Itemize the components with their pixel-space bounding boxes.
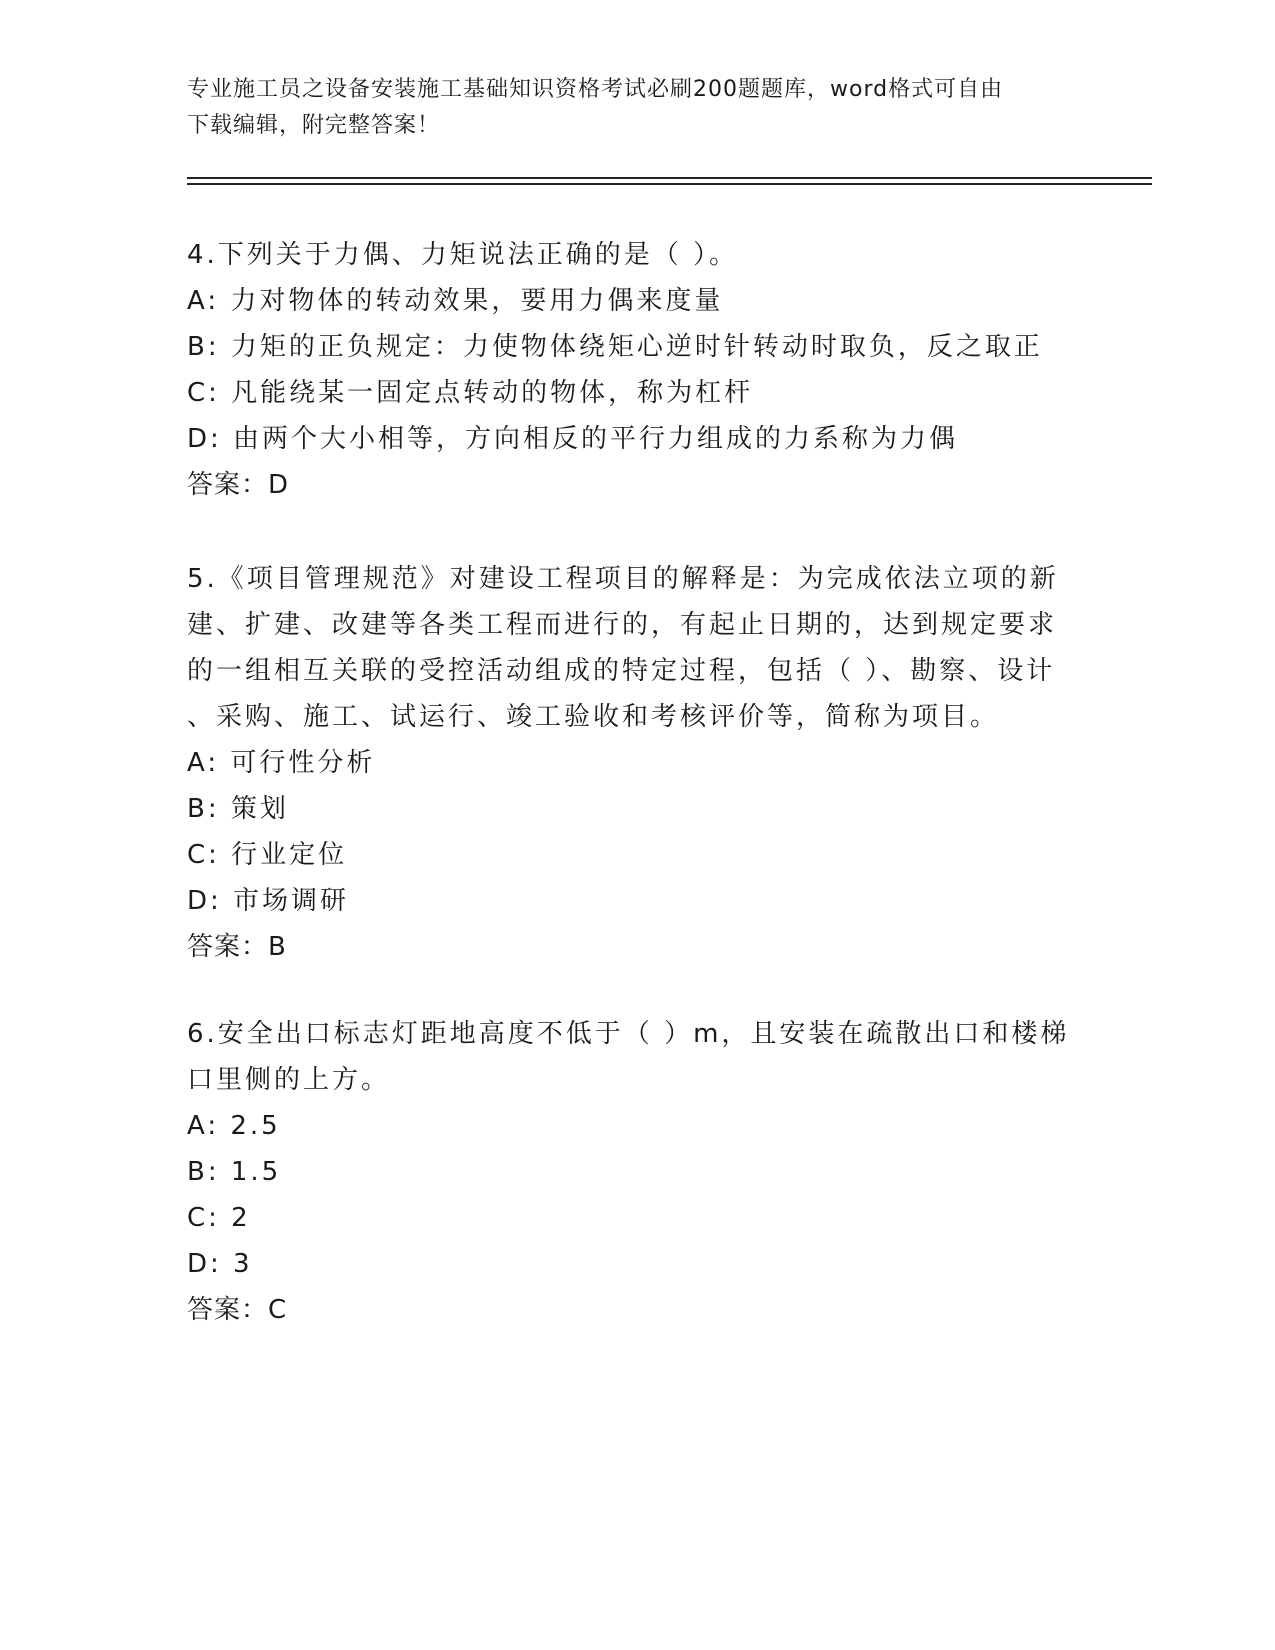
option-b: B: 1.5 [187,1157,282,1187]
answer: 答案：B [187,932,287,962]
header-line-2: 下载编辑，附完整答案！ [187,113,441,138]
option-c: C: 2 [187,1203,251,1233]
option-d: D: 由两个大小相等，方向相反的平行力组成的力系称为力偶 [187,424,959,454]
question-block [187,232,1087,508]
document-header [187,72,1087,144]
option-a: A: 力对物体的转动效果，要用力偶来度量 [187,286,724,316]
question-stem-line: 口里侧的上方。 [187,1065,391,1095]
question-block [187,1011,1087,1333]
question-stem-line: 6.安全出口标志灯距地高度不低于（ ）m，且安装在疏散出口和楼梯 [187,1019,1070,1049]
option-c: C: 行业定位 [187,840,348,870]
answer: 答案：C [187,1295,288,1325]
question-stem-line: 、采购、施工、试运行、竣工验收和考核评价等，简称为项目。 [187,702,1000,732]
option-a: A: 可行性分析 [187,748,376,778]
answer: 答案：D [187,470,290,500]
question-stem: 4.下列关于力偶、力矩说法正确的是（ ）。 [187,240,739,270]
question-stem-line: 建、扩建、改建等各类工程而进行的，有起止日期的，达到规定要求 [187,610,1058,640]
option-b: B: 策划 [187,794,289,824]
header-line-1: 专业施工员之设备安装施工基础知识资格考试必刷200题题库，word格式可自由 [187,77,1004,102]
question-stem-line: 5.《项目管理规范》对建设工程项目的解释是：为完成依法立项的新 [187,564,1059,594]
header-divider-top [187,177,1152,179]
option-a: A: 2.5 [187,1111,281,1141]
option-d: D: 3 [187,1249,253,1279]
option-d: D: 市场调研 [187,886,350,916]
question-block [187,556,1087,970]
header-divider-bottom [187,183,1152,185]
option-b: B: 力矩的正负规定：力使物体绕矩心逆时针转动时取负，反之取正 [187,332,1043,362]
option-c: C: 凡能绕某一固定点转动的物体，称为杠杆 [187,378,754,408]
question-stem-line: 的一组相互关联的受控活动组成的特定过程，包括（ ）、勘察、设计 [187,656,1056,686]
